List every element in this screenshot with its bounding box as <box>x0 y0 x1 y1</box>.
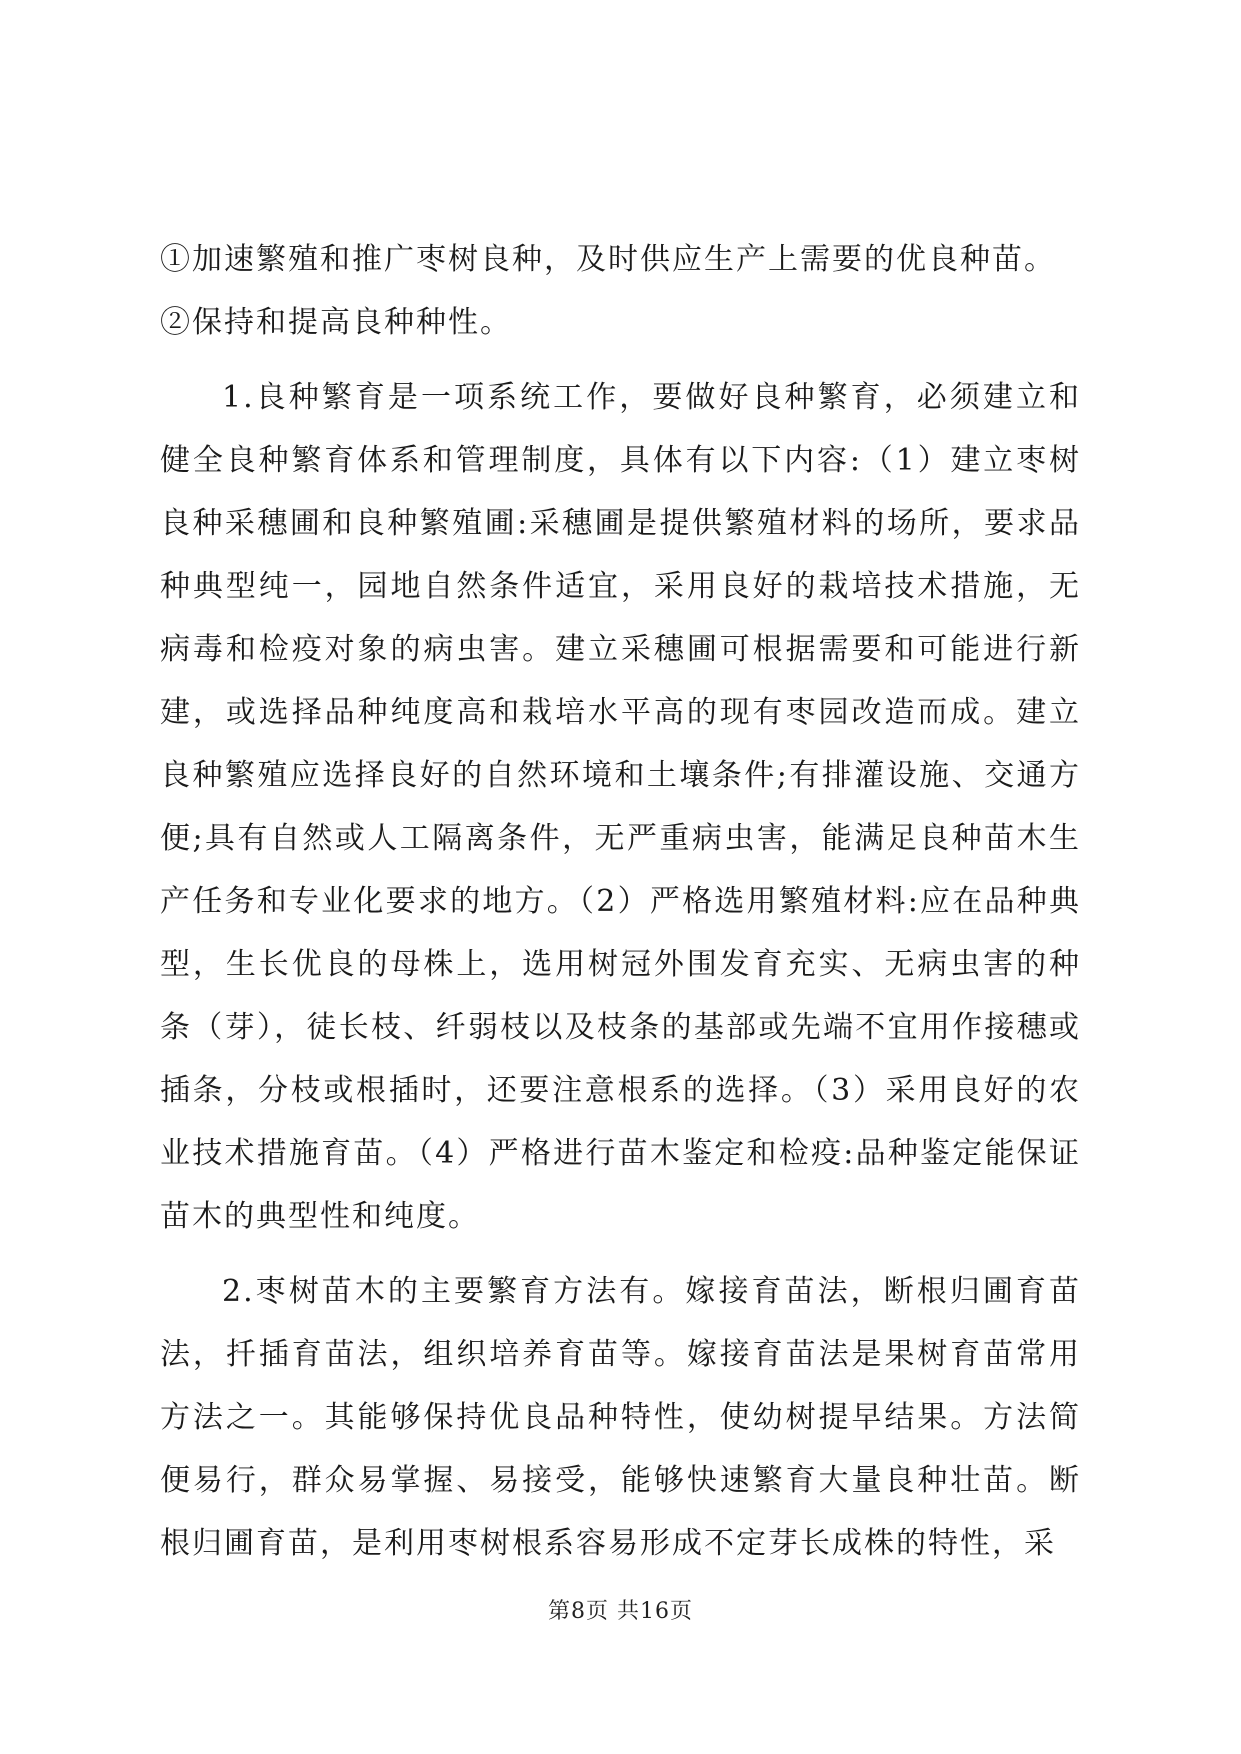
paragraph-section-1: 1.良种繁育是一项系统工作，要做好良种繁育，必须建立和健全良种繁育体系和管理制度，具体有以下内容:（1）建立枣树良种采穗圃和良种繁殖圃:采穗圃是提供繁殖材料的场所，要求品种典型纯一，园地自然条件适宜，采用良好的栽培技术措施，无病毒和检疫对象的病虫害。建立采穗圃可根据需要和可能进行新建，或选择品种纯度高和栽培水平高的现有枣园改造而成。建立良种繁殖应选择良好的自然环境和土壤条件;有排灌设施、交通方便;具有自然或人工隔离条件，无严重病虫害，能满足良种苗木生产任务和专业化要求的地方。（2）严格选用繁殖材料:应在品种典型，生长优良的母株上，选用树冠外围发育充实、无病虫害的种条（芽），徒长枝、纤弱枝以及枝条的基部或先端不宜用作接穗或插条，分枝或根插时，还要注意根系的选择。（3）采用良好的农业技术措施育苗。（4）严格进行苗木鉴定和检疫:品种鉴定能保证苗木的典型性和纯度。 <box>160 380 1081 1234</box>
paragraph-section-2: 2.枣树苗木的主要繁育方法有。嫁接育苗法，断根归圃育苗法，扦插育苗法，组织培养育苗等。嫁接育苗法是果树育苗常用方法之一。其能够保持优良品种特性，使幼树提早结果。方法简便易行，群众易掌握、易接受，能够快速繁育大量良种壮苗。断根归圃育苗，是利用枣树根系容易形成不定芽长成株的特性，采 <box>160 1274 1081 1561</box>
page-number-footer: 第8页 共16页 <box>548 1599 693 1624</box>
document-body <box>160 228 1081 1575</box>
paragraph-goal-2: ②保持和提高良种种性。 <box>160 305 512 340</box>
paragraph-goal-1: ①加速繁殖和推广枣树良种，及时供应生产上需要的优良种苗。 <box>160 242 1056 277</box>
